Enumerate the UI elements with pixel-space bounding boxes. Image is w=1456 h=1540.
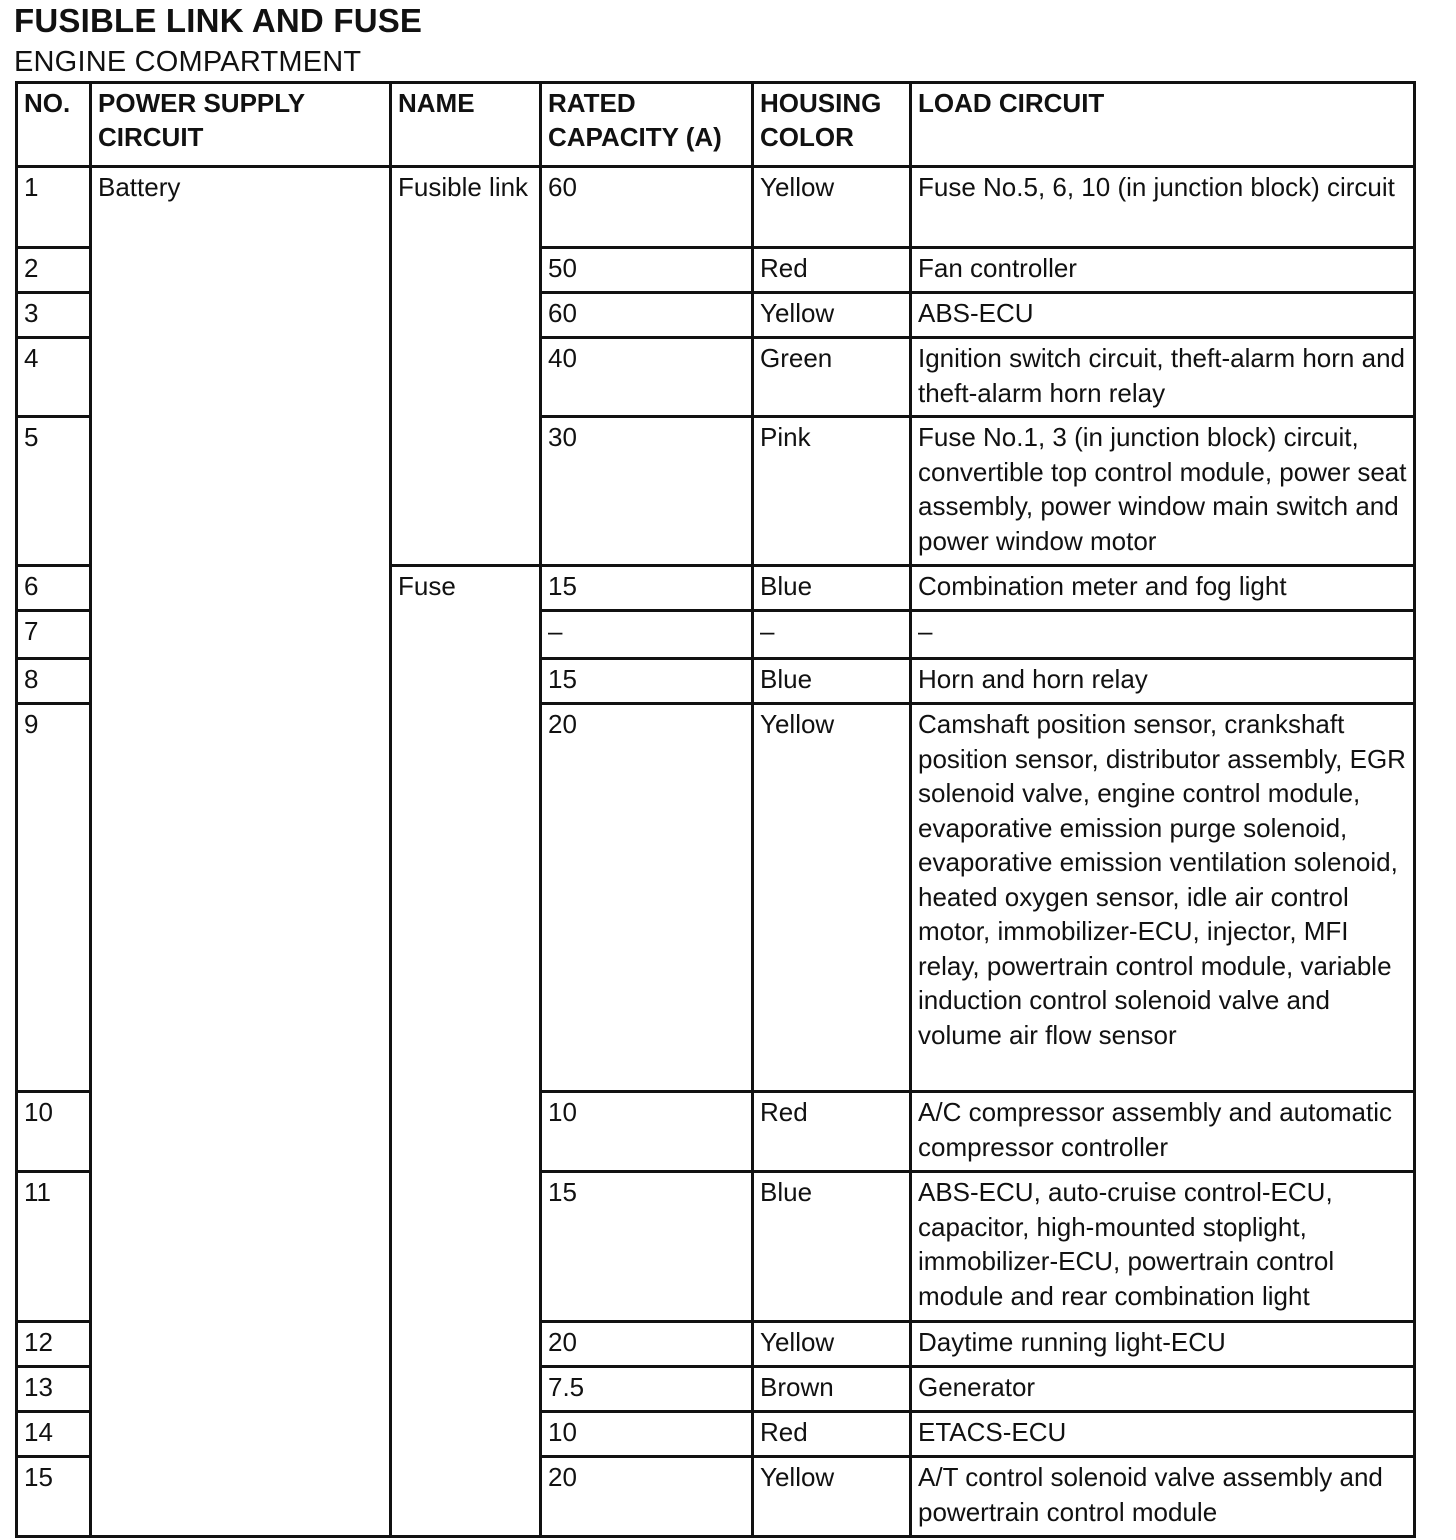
cell-capacity: –	[541, 611, 753, 659]
cell-load: –	[911, 611, 1415, 659]
cell-capacity: 20	[541, 1322, 753, 1367]
cell-no: 15	[17, 1457, 91, 1537]
cell-load: ABS-ECU	[911, 293, 1415, 338]
cell-no: 6	[17, 566, 91, 611]
cell-color: Blue	[753, 1172, 911, 1322]
cell-color: Blue	[753, 566, 911, 611]
cell-capacity: 20	[541, 704, 753, 1092]
cell-name-fusible-link: Fusible link	[391, 167, 541, 566]
cell-capacity: 30	[541, 417, 753, 566]
cell-load: Horn and horn relay	[911, 659, 1415, 704]
cell-color: Yellow	[753, 293, 911, 338]
cell-load: Daytime running light-ECU	[911, 1322, 1415, 1367]
cell-color: Brown	[753, 1367, 911, 1412]
cell-color: Yellow	[753, 1457, 911, 1537]
cell-no: 9	[17, 704, 91, 1092]
cell-no: 13	[17, 1367, 91, 1412]
cell-load: Combination meter and fog light	[911, 566, 1415, 611]
cell-no: 4	[17, 338, 91, 417]
cell-no: 12	[17, 1322, 91, 1367]
cell-power-supply: Battery	[91, 167, 391, 1537]
cell-capacity: 20	[541, 1457, 753, 1537]
page-title: FUSIBLE LINK AND FUSE	[14, 2, 423, 39]
header-housing-color: HOUSING COLOR	[753, 83, 911, 167]
cell-no: 2	[17, 248, 91, 293]
cell-no: 11	[17, 1172, 91, 1322]
header-load-circuit: LOAD CIRCUIT	[911, 83, 1415, 167]
cell-capacity: 10	[541, 1092, 753, 1172]
header-rated-capacity: RATED CAPACITY (A)	[541, 83, 753, 167]
cell-name-fuse: Fuse	[391, 566, 541, 1537]
cell-load: ETACS-ECU	[911, 1412, 1415, 1457]
cell-color: –	[753, 611, 911, 659]
header-name: NAME	[391, 83, 541, 167]
section-subtitle: ENGINE COMPARTMENT	[14, 46, 362, 78]
cell-color: Yellow	[753, 167, 911, 248]
cell-capacity: 50	[541, 248, 753, 293]
header-power-supply-circuit: POWER SUPPLY CIRCUIT	[91, 83, 391, 167]
cell-capacity: 60	[541, 293, 753, 338]
cell-load: Generator	[911, 1367, 1415, 1412]
cell-capacity: 60	[541, 167, 753, 248]
cell-capacity: 10	[541, 1412, 753, 1457]
cell-load: Fuse No.5, 6, 10 (in junction block) circuit	[911, 167, 1415, 248]
cell-no: 5	[17, 417, 91, 566]
cell-capacity: 15	[541, 659, 753, 704]
cell-color: Red	[753, 1412, 911, 1457]
cell-no: 1	[17, 167, 91, 248]
header-row	[17, 83, 1415, 167]
cell-color: Green	[753, 338, 911, 417]
cell-no: 8	[17, 659, 91, 704]
cell-color: Red	[753, 1092, 911, 1172]
cell-load: Camshaft position sensor, crankshaft position sensor, distributor assembly, EGR solenoid valve, engine control module, evaporative emission purge solenoid, evaporative emission ventilation solenoid, heated oxygen sensor, idle air control motor, immobilizer-ECU, injector, MFI relay, powertrain control module, variable induction control solenoid valve and volume air flow sensor	[911, 704, 1415, 1092]
cell-load: A/T control solenoid valve assembly and powertrain control module	[911, 1457, 1415, 1537]
cell-load: Fuse No.1, 3 (in junction block) circuit, convertible top control module, power seat assembly, power window main switch and power window motor	[911, 417, 1415, 566]
cell-color: Yellow	[753, 1322, 911, 1367]
cell-load: A/C compressor assembly and automatic compressor controller	[911, 1092, 1415, 1172]
table-row	[17, 167, 1415, 248]
cell-load: ABS-ECU, auto-cruise control-ECU, capacitor, high-mounted stoplight, immobilizer-ECU, powertrain control module and rear combination light	[911, 1172, 1415, 1322]
cell-capacity: 7.5	[541, 1367, 753, 1412]
cell-capacity: 40	[541, 338, 753, 417]
header-no: NO.	[17, 83, 91, 167]
cell-no: 14	[17, 1412, 91, 1457]
cell-color: Pink	[753, 417, 911, 566]
cell-no: 3	[17, 293, 91, 338]
cell-capacity: 15	[541, 1172, 753, 1322]
cell-load: Ignition switch circuit, theft-alarm horn and theft-alarm horn relay	[911, 338, 1415, 417]
cell-color: Blue	[753, 659, 911, 704]
cell-color: Red	[753, 248, 911, 293]
cell-color: Yellow	[753, 704, 911, 1092]
cell-load: Fan controller	[911, 248, 1415, 293]
cell-capacity: 15	[541, 566, 753, 611]
fuse-table	[15, 81, 1416, 1538]
cell-no: 7	[17, 611, 91, 659]
cell-no: 10	[17, 1092, 91, 1172]
